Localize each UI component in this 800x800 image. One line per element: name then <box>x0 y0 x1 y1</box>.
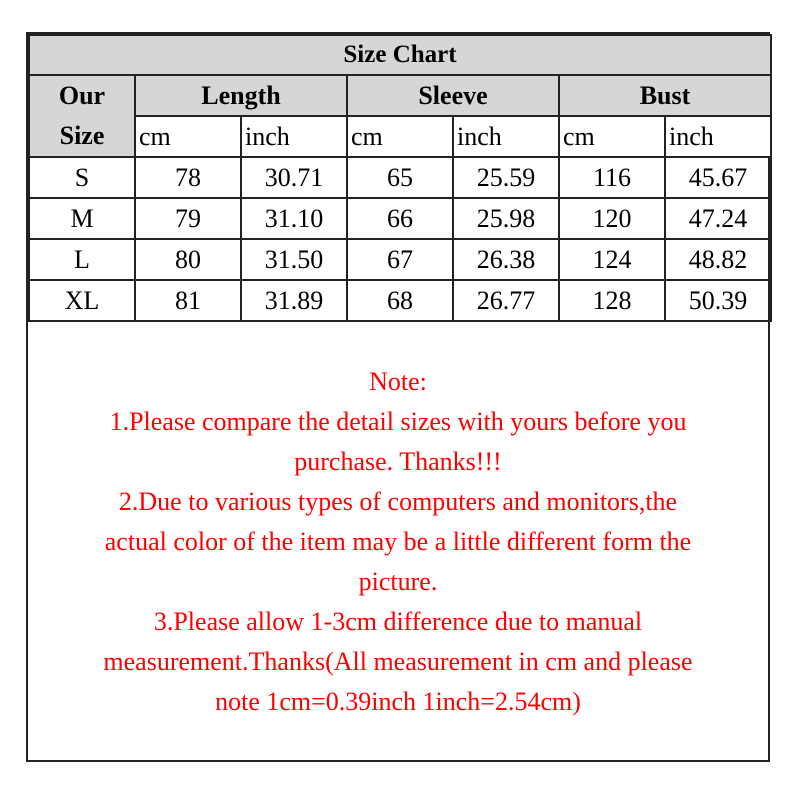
note-line: actual color of the item may be a little different form the <box>104 527 692 556</box>
value-cell: 65 <box>347 157 453 198</box>
unit-header: cm <box>347 116 453 157</box>
note-line: note 1cm=0.39inch 1inch=2.54cm) <box>215 687 581 716</box>
table-title: Size Chart <box>29 35 771 75</box>
value-cell: 25.98 <box>453 198 559 239</box>
value-cell: 26.77 <box>453 280 559 321</box>
size-cell: M <box>29 198 135 239</box>
value-cell: 45.67 <box>665 157 771 198</box>
value-cell: 80 <box>135 239 241 280</box>
size-cell: L <box>29 239 135 280</box>
value-cell: 128 <box>559 280 665 321</box>
value-cell: 31.89 <box>241 280 347 321</box>
value-cell: 47.24 <box>665 198 771 239</box>
unit-header: cm <box>559 116 665 157</box>
size-chart-frame <box>26 32 770 762</box>
value-cell: 116 <box>559 157 665 198</box>
value-cell: 68 <box>347 280 453 321</box>
table-row <box>29 157 771 198</box>
unit-header: inch <box>453 116 559 157</box>
size-chart-table <box>28 34 772 322</box>
size-header-line1: Our <box>58 81 106 110</box>
size-header-line2: Size <box>59 121 105 150</box>
table-row <box>29 198 771 239</box>
table-row <box>29 239 771 280</box>
note-line: picture. <box>358 567 438 596</box>
unit-header: inch <box>241 116 347 157</box>
value-cell: 79 <box>135 198 241 239</box>
group-header-sleeve: Sleeve <box>347 75 559 116</box>
value-cell: 31.10 <box>241 198 347 239</box>
value-cell: 48.82 <box>665 239 771 280</box>
unit-header: inch <box>665 116 771 157</box>
group-header-length: Length <box>135 75 347 116</box>
value-cell: 25.59 <box>453 157 559 198</box>
note-line: purchase. Thanks!!! <box>294 447 502 476</box>
unit-header: cm <box>135 116 241 157</box>
value-cell: 124 <box>559 239 665 280</box>
note-line: 3.Please allow 1-3cm difference due to manual <box>153 607 643 636</box>
value-cell: 26.38 <box>453 239 559 280</box>
value-cell: 78 <box>135 157 241 198</box>
value-cell: 66 <box>347 198 453 239</box>
table-row <box>29 280 771 321</box>
value-cell: 120 <box>559 198 665 239</box>
size-cell: S <box>29 157 135 198</box>
note-heading: Note: <box>369 367 427 396</box>
size-cell: XL <box>29 280 135 321</box>
note-line: 2.Due to various types of computers and monitors,the <box>118 487 678 516</box>
note-line: measurement.Thanks(All measurement in cm and please <box>103 647 693 676</box>
value-cell: 30.71 <box>241 157 347 198</box>
note-block <box>28 362 768 722</box>
value-cell: 50.39 <box>665 280 771 321</box>
group-header-bust: Bust <box>559 75 771 116</box>
note-line: 1.Please compare the detail sizes with yours before you <box>109 407 687 436</box>
value-cell: 31.50 <box>241 239 347 280</box>
value-cell: 81 <box>135 280 241 321</box>
value-cell: 67 <box>347 239 453 280</box>
size-column-header <box>29 75 135 157</box>
